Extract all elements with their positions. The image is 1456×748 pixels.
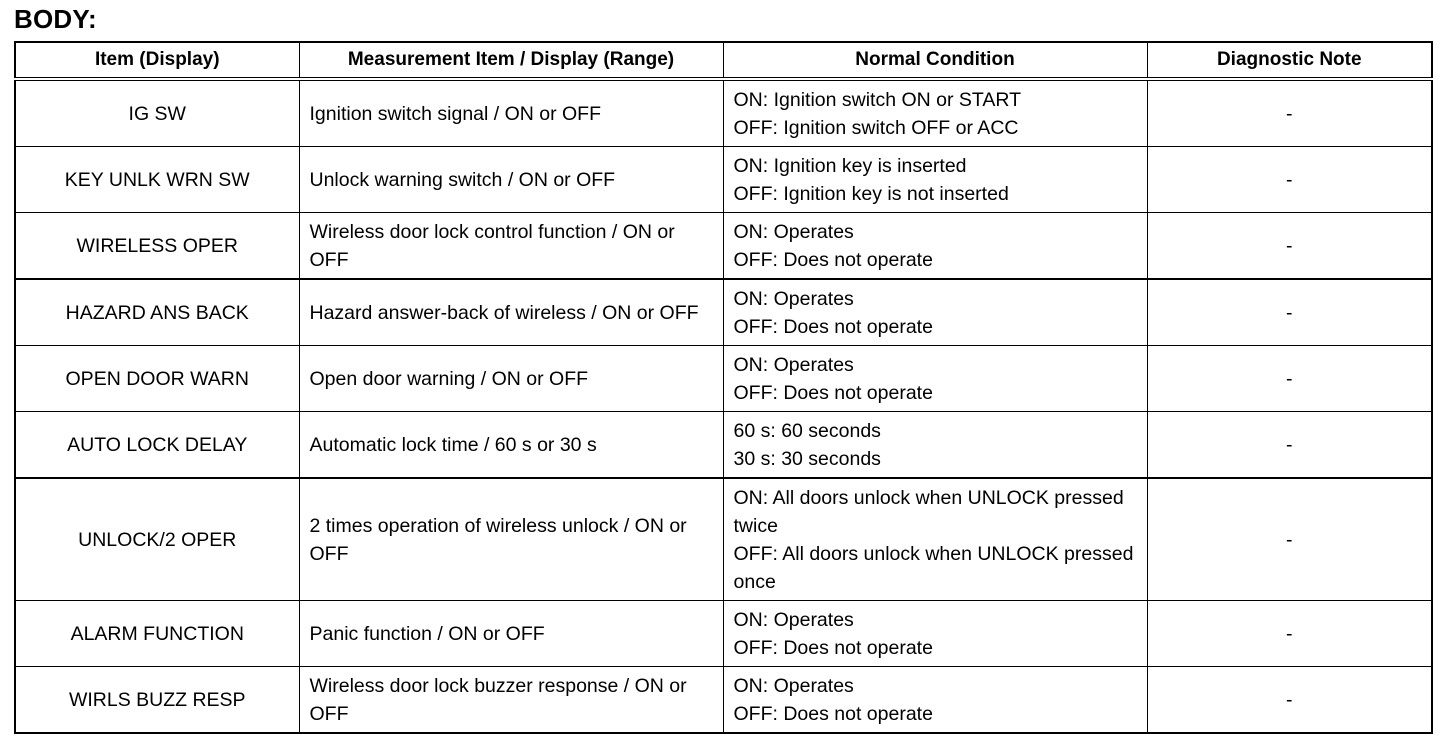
normal-condition-line: ON: Operates [733, 674, 854, 697]
table-row [15, 478, 1432, 601]
diagnostic-note-cell: - [1147, 346, 1432, 412]
header-normal-condition: Normal Condition [723, 42, 1147, 79]
item-cell: HAZARD ANS BACK [15, 279, 299, 346]
header-row [15, 42, 1432, 79]
normal-condition-cell [723, 213, 1147, 280]
measurement-cell: 2 times operation of wireless unlock / ON or OFF [299, 478, 723, 601]
header-measurement: Measurement Item / Display (Range) [299, 42, 723, 79]
normal-condition-line: OFF: Ignition key is not inserted [733, 182, 1009, 205]
measurement-cell: Open door warning / ON or OFF [299, 346, 723, 412]
item-cell: KEY UNLK WRN SW [15, 147, 299, 213]
table-row [15, 346, 1432, 412]
normal-condition-line: OFF: Does not operate [733, 381, 933, 404]
normal-condition-line: ON: Ignition switch ON or START [733, 88, 1022, 111]
item-cell: ALARM FUNCTION [15, 601, 299, 667]
normal-condition-line: OFF: Does not operate [733, 636, 933, 659]
normal-condition-cell [723, 79, 1147, 147]
normal-condition-cell [723, 667, 1147, 734]
item-cell: OPEN DOOR WARN [15, 346, 299, 412]
normal-condition-line: ON: All doors unlock when UNLOCK pressed twice [733, 486, 1124, 537]
normal-condition-cell [723, 412, 1147, 479]
diagnostic-note-cell: - [1147, 147, 1432, 213]
normal-condition-line: OFF: Does not operate [733, 315, 933, 338]
normal-condition-line: ON: Ignition key is inserted [733, 154, 967, 177]
diagnostic-note-cell: - [1147, 279, 1432, 346]
measurement-cell: Ignition switch signal / ON or OFF [299, 79, 723, 147]
normal-condition-line: OFF: Does not operate [733, 248, 933, 271]
normal-condition-cell [723, 478, 1147, 601]
normal-condition-cell [723, 346, 1147, 412]
measurement-cell: Unlock warning switch / ON or OFF [299, 147, 723, 213]
item-cell: AUTO LOCK DELAY [15, 412, 299, 479]
measurement-cell: Wireless door lock buzzer response / ON or OFF [299, 667, 723, 734]
item-cell: WIRELESS OPER [15, 213, 299, 280]
measurement-cell: Hazard answer-back of wireless / ON or OFF [299, 279, 723, 346]
table-row [15, 279, 1432, 346]
diagnostic-note-cell: - [1147, 667, 1432, 734]
header-item: Item (Display) [15, 42, 299, 79]
diagnostic-note-cell: - [1147, 601, 1432, 667]
normal-condition-line: ON: Operates [733, 353, 854, 376]
item-cell: UNLOCK/2 OPER [15, 478, 299, 601]
diagnostic-note-cell: - [1147, 412, 1432, 479]
diagnostic-note-cell: - [1147, 478, 1432, 601]
table-row [15, 147, 1432, 213]
normal-condition-cell [723, 601, 1147, 667]
normal-condition-line: OFF: All doors unlock when UNLOCK pressed once [733, 542, 1134, 593]
normal-condition-line: OFF: Does not operate [733, 702, 933, 725]
measurement-cell: Automatic lock time / 60 s or 30 s [299, 412, 723, 479]
table-row [15, 213, 1432, 280]
table-row [15, 79, 1432, 147]
normal-condition-line: OFF: Ignition switch OFF or ACC [733, 116, 1019, 139]
measurement-cell: Panic function / ON or OFF [299, 601, 723, 667]
table-row [15, 667, 1432, 734]
item-cell: IG SW [15, 79, 299, 147]
normal-condition-line: 60 s: 60 seconds [733, 419, 881, 442]
header-diagnostic-note: Diagnostic Note [1147, 42, 1432, 79]
table-row [15, 601, 1432, 667]
normal-condition-line: ON: Operates [733, 287, 854, 310]
measurement-cell: Wireless door lock control function / ON or OFF [299, 213, 723, 280]
normal-condition-cell [723, 279, 1147, 346]
normal-condition-cell [723, 147, 1147, 213]
normal-condition-line: 30 s: 30 seconds [733, 447, 881, 470]
data-table [14, 41, 1433, 734]
normal-condition-line: ON: Operates [733, 608, 854, 631]
table-row [15, 412, 1432, 479]
diagnostic-note-cell: - [1147, 79, 1432, 147]
diagnostic-note-cell: - [1147, 213, 1432, 280]
section-title: BODY: [14, 4, 97, 34]
item-cell: WIRLS BUZZ RESP [15, 667, 299, 734]
normal-condition-line: ON: Operates [733, 220, 854, 243]
